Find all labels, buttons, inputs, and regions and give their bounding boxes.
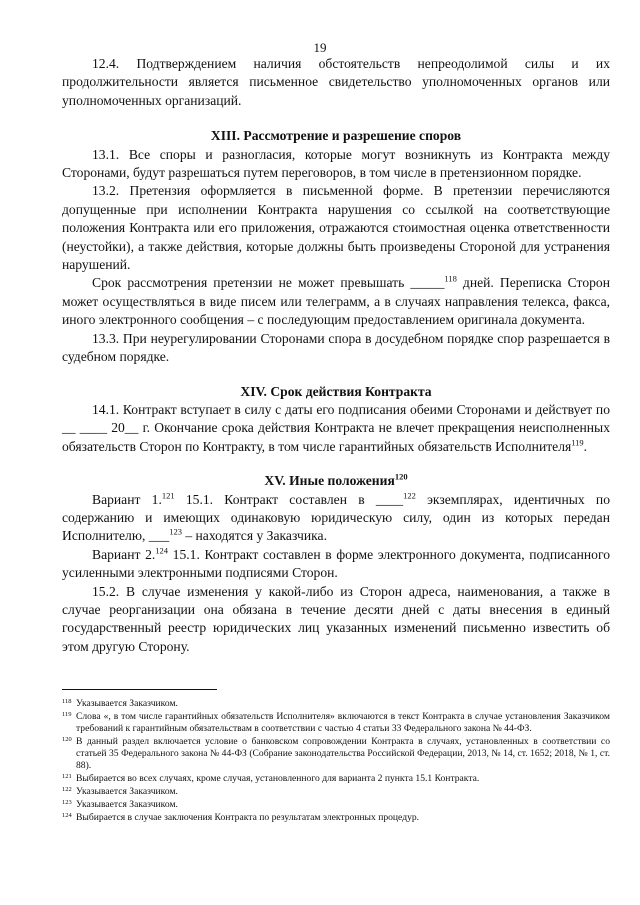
footnote: [62, 711, 610, 735]
footnote-text: Указывается Заказчиком.: [76, 799, 178, 810]
text-fragment: дней. Переписка Сторон может осуществляться в виде писем или телеграмм, а в случаях направления телекса, факса, иного электронного сообщения – с последующим предоставлением оригинала документа.: [62, 275, 610, 328]
section-heading-14: XIV. Срок действия Контракта: [240, 383, 432, 399]
paragraph-15-1-variant-2: [62, 546, 610, 583]
footnote-ref-119: 119: [571, 437, 584, 448]
footnote-number: 124: [62, 812, 72, 819]
footnote-text: Выбирается во всех случаях, кроме случая, установленного для варианта 2 пункта 15.1 Контракта.: [76, 773, 480, 784]
paragraph-13-term: [62, 274, 610, 329]
text-fragment: Вариант 2.: [92, 546, 156, 562]
paragraph-14-1: [62, 401, 610, 456]
footnote-ref-120: 120: [394, 471, 408, 482]
footnotes: [62, 698, 610, 825]
section-heading-15: [62, 472, 610, 490]
text-fragment: Срок рассмотрения претензии не может превышать _____: [92, 275, 445, 291]
footnote-text: Указывается Заказчиком.: [76, 698, 178, 709]
text-fragment: 15.1. Контракт составлен в форме электронного документа, подписанного усиленными электронными подписями Сторон.: [62, 546, 610, 581]
paragraph-13-3: 13.3. При неурегулировании Сторонами спора в досудебном порядке спор разрешается в судебном порядке.: [62, 330, 610, 365]
text-fragment: 14.1. Контракт вступает в силу с даты его подписания обеими Сторонами и действует по __ ____ 20__ г. Окончание срока действия Контракта не влечет прекращения неисполненных обязательств Сторон по Контракту, в том числе гарантийных обязательств Исполнителя: [62, 401, 610, 454]
footnote: [62, 799, 610, 811]
footnote-number: 120: [62, 736, 72, 743]
paragraph-15-2: 15.2. В случае изменения у какой-либо из Сторон адреса, наименования, а также в случае реорганизации она обязана в течение десяти дней с даты внесения в единый государственный реестр юридических лиц указанных изменений письменно известить об этом другую Сторону.: [62, 583, 610, 654]
footnote-text: В данный раздел включается условие о банковском сопровождении Контракта в случаях, установленных в соответствии со статьей 35 Федерального закона № 44-ФЗ (Собрание законодательства Российской Федерации, 2013, № 14, ст. 1652; 2018, № 1, ст. 88).: [76, 736, 610, 771]
footnote: [62, 698, 610, 710]
footnote-text: Слова «, в том числе гарантийных обязательств Исполнителя» включаются в текст Контракта в случае установления Заказчиком требований к гарантийным обязательствам в соответствии с частью 4 статьи 33 Федерального закона № 44-ФЗ.: [76, 711, 610, 734]
document-body: [62, 55, 610, 656]
text-fragment: экземплярах, идентичных по содержанию и имеющих одинаковую юридическую силу, один из которых передан Исполнителю, ___: [62, 491, 610, 544]
footnote: [62, 736, 610, 772]
paragraph-12-4: 12.4. Подтверждением наличия обстоятельств непреодолимой силы и их продолжительности является письменное свидетельство уполномоченных органов или уполномоченных организаций.: [62, 56, 610, 108]
footnote: [62, 786, 610, 798]
footnote-ref-118: 118: [444, 273, 457, 284]
footnote-number: 122: [62, 786, 72, 793]
footnote-ref-123: 123: [169, 526, 182, 537]
text-fragment: .: [583, 438, 588, 454]
footnote: [62, 773, 610, 785]
footnote-ref-121: 121: [161, 490, 175, 500]
footnote-text: Выбирается в случае заключения Контракта по результатам электронных процедур.: [76, 812, 420, 823]
page-number: 19: [313, 40, 327, 55]
paragraph-13-1: 13.1. Все споры и разногласия, которые могут возникнуть из Контракта между Сторонами, будут разрешаться путем переговоров, в том числе в претензионном порядке.: [62, 146, 610, 181]
footnote-divider: [62, 689, 217, 690]
footnote-number: 118: [62, 698, 72, 705]
text-fragment: 15.1. Контракт составлен в ____: [174, 491, 404, 507]
footnote-ref-122: 122: [403, 490, 416, 500]
section-heading-13: XIII. Рассмотрение и разрешение споров: [210, 128, 462, 144]
footnote-text: Указывается Заказчиком.: [76, 786, 178, 797]
footnote-number: 123: [62, 799, 72, 806]
footnote-number: 119: [62, 711, 72, 718]
footnote: [62, 812, 610, 824]
footnote-number: 121: [62, 773, 72, 780]
text-fragment: Вариант 1.: [92, 491, 162, 507]
footnote-ref-124: 124: [155, 545, 169, 556]
paragraph-13-2: 13.2. Претензия оформляется в письменной форме. В претензии перечисляются допущенные при исполнении Контракта нарушения со ссылкой на соответствующие положения Контракта или его приложения, отражаются стоимостная оценка ответственности (неустойки), а также действия, которые должны быть произведены Стороной для устранения нарушений.: [62, 183, 610, 273]
text-fragment: – находятся у Заказчика.: [181, 528, 327, 544]
heading-text: XV. Иные положения: [264, 473, 395, 489]
paragraph-15-1-variant-1: [62, 491, 610, 546]
